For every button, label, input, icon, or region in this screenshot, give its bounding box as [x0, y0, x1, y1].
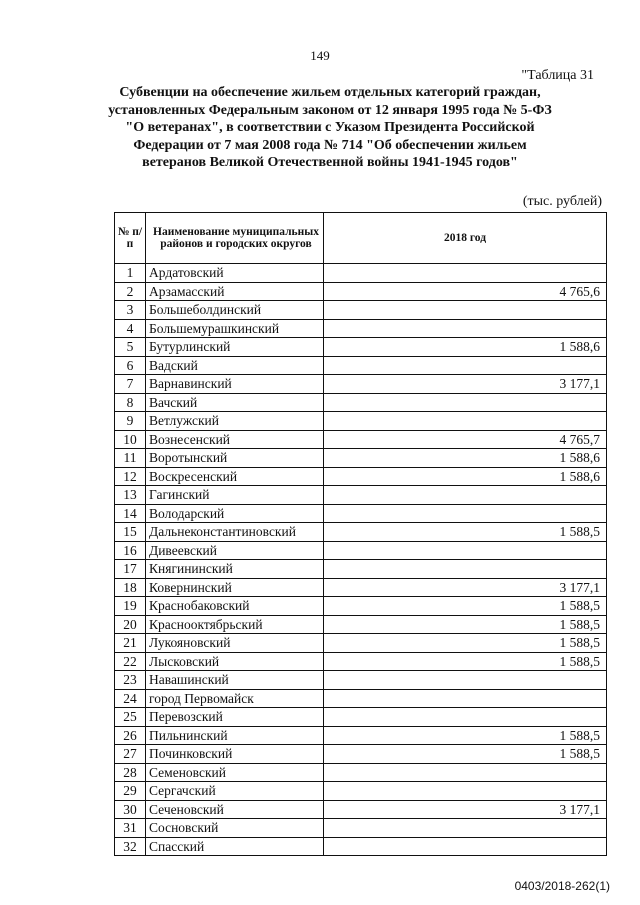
row-name: Вадский: [146, 356, 324, 375]
table-row: [115, 523, 607, 542]
row-value: 1 588,5: [324, 615, 607, 634]
row-name: Гагинский: [146, 486, 324, 505]
table-row: [115, 301, 607, 320]
row-number: 14: [115, 504, 146, 523]
table-row: [115, 578, 607, 597]
row-number: 15: [115, 523, 146, 542]
row-value: 3 177,1: [324, 800, 607, 819]
row-value: [324, 412, 607, 431]
row-name: Воскресенский: [146, 467, 324, 486]
table-row: [115, 782, 607, 801]
row-number: 27: [115, 745, 146, 764]
row-name: Большеболдинский: [146, 301, 324, 320]
row-name: Арзамасский: [146, 282, 324, 301]
row-name: Навашинский: [146, 671, 324, 690]
row-name: Воротынский: [146, 449, 324, 468]
row-value: [324, 301, 607, 320]
row-number: 19: [115, 597, 146, 616]
page-number: 149: [310, 48, 330, 63]
row-value: [324, 708, 607, 727]
row-value: 1 588,5: [324, 634, 607, 653]
footer-code: 0403/2018-262(1): [514, 879, 610, 893]
row-number: 23: [115, 671, 146, 690]
row-name: Сеченовский: [146, 800, 324, 819]
row-number: 12: [115, 467, 146, 486]
row-number: 17: [115, 560, 146, 579]
header-num: № п/п: [115, 213, 146, 264]
row-number: 6: [115, 356, 146, 375]
row-value: 1 588,5: [324, 652, 607, 671]
table-row: [115, 541, 607, 560]
row-number: 32: [115, 837, 146, 856]
row-name: Варнавинский: [146, 375, 324, 394]
row-name: Дивеевский: [146, 541, 324, 560]
row-name: Лысковский: [146, 652, 324, 671]
row-name: Большемурашкинский: [146, 319, 324, 338]
row-number: 25: [115, 708, 146, 727]
row-number: 8: [115, 393, 146, 412]
row-name: Починковский: [146, 745, 324, 764]
table-row: [115, 689, 607, 708]
row-value: 4 765,7: [324, 430, 607, 449]
row-name: город Первомайск: [146, 689, 324, 708]
table-row: [115, 615, 607, 634]
table-row: [115, 597, 607, 616]
row-name: Дальнеконстантиновский: [146, 523, 324, 542]
units-label: (тыс. рублей): [522, 194, 602, 209]
table-row: [115, 412, 607, 431]
row-value: 1 588,5: [324, 745, 607, 764]
row-number: 26: [115, 726, 146, 745]
row-name: Краснооктябрьский: [146, 615, 324, 634]
row-name: Вознесенский: [146, 430, 324, 449]
row-value: 1 588,6: [324, 449, 607, 468]
table-row: [115, 375, 607, 394]
row-value: [324, 356, 607, 375]
row-value: [324, 393, 607, 412]
row-value: [324, 689, 607, 708]
row-name: Семеновский: [146, 763, 324, 782]
header-year: 2018 год: [324, 213, 607, 264]
row-value: [324, 486, 607, 505]
row-number: 30: [115, 800, 146, 819]
row-name: Ардатовский: [146, 264, 324, 283]
row-value: 1 588,5: [324, 597, 607, 616]
row-name: Спасский: [146, 837, 324, 856]
table-label: "Таблица 31: [521, 68, 594, 83]
table-row: [115, 634, 607, 653]
row-value: 1 588,5: [324, 523, 607, 542]
row-name: Сосновский: [146, 819, 324, 838]
table-row: [115, 504, 607, 523]
row-value: 1 588,6: [324, 467, 607, 486]
document-title: Субвенции на обеспечение жильем отдельных категорий граждан, установленных Федеральным законом от 12 января 1995 года № 5-ФЗ "О ветеранах", в соответствии с Указом Президента Российской Федерации от 7 мая 2008 года № 714 "Об обеспечении жильем ветеранов Великой Отечественной войны 1941-1945 годов": [108, 85, 552, 170]
row-number: 13: [115, 486, 146, 505]
table-row: [115, 319, 607, 338]
table-row: [115, 726, 607, 745]
row-number: 4: [115, 319, 146, 338]
row-value: [324, 763, 607, 782]
row-number: 9: [115, 412, 146, 431]
row-value: 3 177,1: [324, 578, 607, 597]
row-name: Пильнинский: [146, 726, 324, 745]
row-number: 11: [115, 449, 146, 468]
table-row: [115, 560, 607, 579]
table-row: [115, 338, 607, 357]
table-row: [115, 819, 607, 838]
row-name: Краснобаковский: [146, 597, 324, 616]
row-number: 24: [115, 689, 146, 708]
row-value: [324, 671, 607, 690]
row-value: 4 765,6: [324, 282, 607, 301]
row-name: Сергачский: [146, 782, 324, 801]
row-value: [324, 782, 607, 801]
table-row: [115, 430, 607, 449]
table-row: [115, 652, 607, 671]
table-row: [115, 449, 607, 468]
table-body: [115, 264, 607, 856]
row-value: [324, 319, 607, 338]
row-number: 22: [115, 652, 146, 671]
table-row: [115, 393, 607, 412]
row-name: Бутурлинский: [146, 338, 324, 357]
row-number: 2: [115, 282, 146, 301]
table-row: [115, 800, 607, 819]
row-value: [324, 837, 607, 856]
row-number: 29: [115, 782, 146, 801]
table-row: [115, 467, 607, 486]
row-name: Лукояновский: [146, 634, 324, 653]
row-number: 16: [115, 541, 146, 560]
table-row: [115, 282, 607, 301]
table-row: [115, 745, 607, 764]
table-header-row: [115, 213, 607, 264]
row-value: [324, 504, 607, 523]
table-row: [115, 264, 607, 283]
row-number: 31: [115, 819, 146, 838]
row-name: Вачский: [146, 393, 324, 412]
table-row: [115, 671, 607, 690]
row-value: [324, 560, 607, 579]
row-number: 10: [115, 430, 146, 449]
row-value: [324, 819, 607, 838]
row-value: 1 588,5: [324, 726, 607, 745]
table-row: [115, 356, 607, 375]
table-row: [115, 763, 607, 782]
row-name: Ветлужский: [146, 412, 324, 431]
row-name: Княгининский: [146, 560, 324, 579]
row-name: Володарский: [146, 504, 324, 523]
row-number: 5: [115, 338, 146, 357]
row-name: Ковернинский: [146, 578, 324, 597]
row-value: [324, 264, 607, 283]
header-name: Наименование муниципальных районов и городских округов: [146, 213, 324, 264]
table-row: [115, 486, 607, 505]
row-value: 1 588,6: [324, 338, 607, 357]
row-name: Перевозский: [146, 708, 324, 727]
row-value: 3 177,1: [324, 375, 607, 394]
row-value: [324, 541, 607, 560]
row-number: 1: [115, 264, 146, 283]
table-row: [115, 837, 607, 856]
table-row: [115, 708, 607, 727]
row-number: 7: [115, 375, 146, 394]
row-number: 28: [115, 763, 146, 782]
row-number: 21: [115, 634, 146, 653]
subvention-table: [114, 212, 607, 856]
row-number: 18: [115, 578, 146, 597]
row-number: 3: [115, 301, 146, 320]
row-number: 20: [115, 615, 146, 634]
